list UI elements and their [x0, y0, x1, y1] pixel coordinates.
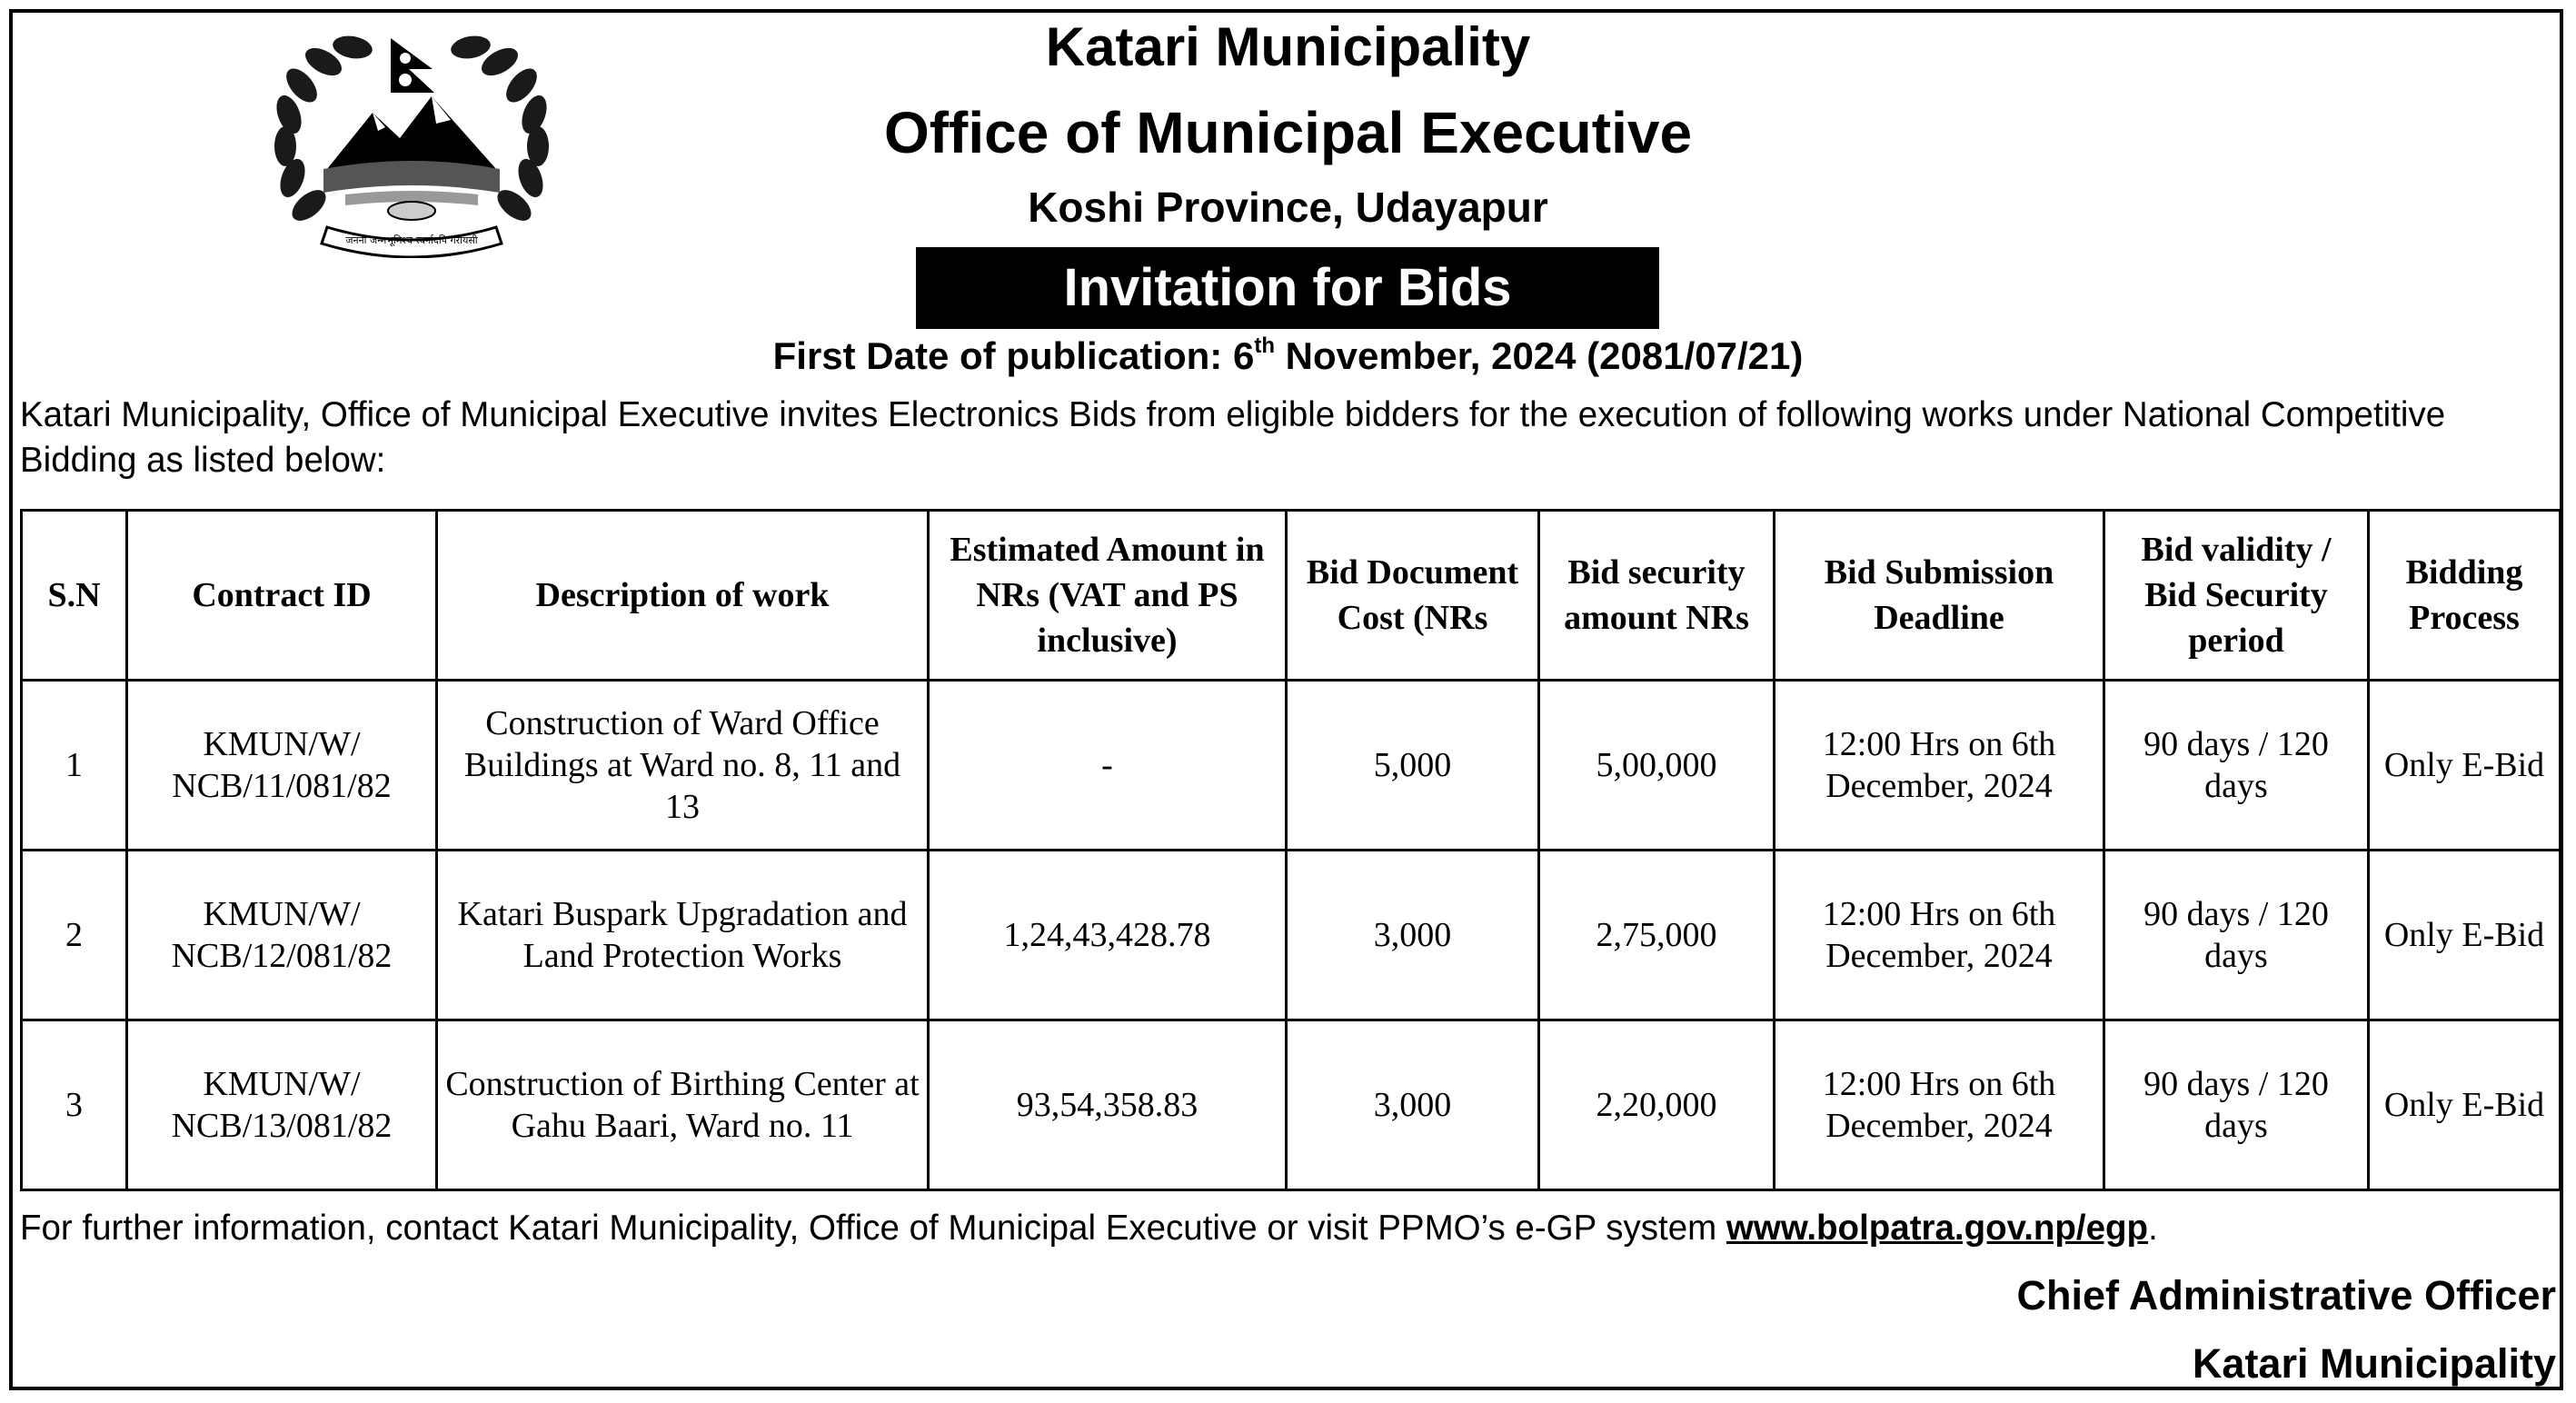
- cell-process: Only E-Bid: [2369, 681, 2561, 851]
- cell-estimated-amount: 1,24,43,428.78: [929, 851, 1287, 1020]
- cell-description: Construction of Ward Office Buildings at Ward no. 8, 11 and 13: [437, 681, 929, 851]
- table-row: [22, 681, 2561, 851]
- column-header: Bid security amount NRs: [1539, 511, 1775, 681]
- footer-info-text: For further information, contact Katari Municipality, Office of Municipal Executive or visit PPMO’s e-GP system: [20, 1209, 1726, 1248]
- cell-doc-cost: 3,000: [1287, 851, 1539, 1020]
- cell-security-amount: 2,75,000: [1539, 851, 1775, 1020]
- office-title: Office of Municipal Executive: [883, 100, 1693, 165]
- column-header: Description of work: [437, 511, 929, 681]
- cell-sn: 2: [22, 851, 127, 1020]
- cell-contract-id: KMUN/W/ NCB/12/081/82: [127, 851, 437, 1020]
- cell-sn: 1: [22, 681, 127, 851]
- organization-title: Katari Municipality: [1045, 16, 1531, 77]
- footer-link-suffix: .: [2148, 1209, 2158, 1248]
- table-header-row: [22, 511, 2561, 681]
- cell-process: Only E-Bid: [2369, 1020, 2561, 1190]
- cell-description: Katari Buspark Upgradation and Land Protection Works: [437, 851, 929, 1020]
- cell-deadline: 12:00 Hrs on 6th December, 2024: [1775, 681, 2104, 851]
- cell-validity: 90 days / 120 days: [2104, 851, 2369, 1020]
- signatory-organization: Katari Municipality: [2192, 1340, 2556, 1387]
- egp-link[interactable]: www.bolpatra.gov.np/egp: [1726, 1209, 2149, 1248]
- bids-table: [20, 509, 2561, 1191]
- column-header: Bid Document Cost (NRs: [1287, 511, 1539, 681]
- cell-validity: 90 days / 120 days: [2104, 1020, 2369, 1190]
- cell-doc-cost: 5,000: [1287, 681, 1539, 851]
- location-subtitle: Koshi Province, Udayapur: [1028, 184, 1548, 231]
- cell-process: Only E-Bid: [2369, 851, 2561, 1020]
- cell-deadline: 12:00 Hrs on 6th December, 2024: [1775, 851, 2104, 1020]
- cell-validity: 90 days / 120 days: [2104, 681, 2369, 851]
- column-header: Bid Submission Deadline: [1775, 511, 2104, 681]
- cell-deadline: 12:00 Hrs on 6th December, 2024: [1775, 1020, 2104, 1190]
- cell-security-amount: 5,00,000: [1539, 681, 1775, 851]
- intro-paragraph: Katari Municipality, Office of Municipal Executive invites Electronics Bids from eligible bidders for the execution of following works under National Competitive Bidding as listed below:: [20, 395, 2446, 480]
- publication-date-label: First Date of publication: 6: [772, 334, 1255, 377]
- table-row: [22, 851, 2561, 1020]
- cell-contract-id: KMUN/W/ NCB/13/081/82: [127, 1020, 437, 1190]
- emblem-motto: जननी जन्मभूमिश्च स्वर्गादपि गरीयसी: [345, 234, 478, 246]
- table-row: [22, 1020, 2561, 1190]
- footer-info: [20, 1205, 2564, 1252]
- cell-sn: 3: [22, 1020, 127, 1190]
- column-header: Contract ID: [127, 511, 437, 681]
- cell-description: Construction of Birthing Center at Gahu Baari, Ward no. 11: [437, 1020, 929, 1190]
- cell-doc-cost: 3,000: [1287, 1020, 1539, 1190]
- publication-date-rest: November, 2024 (2081/07/21): [1274, 334, 1804, 377]
- cell-contract-id: KMUN/W/ NCB/11/081/82: [127, 681, 437, 851]
- publication-date: [0, 333, 2576, 380]
- publication-date-ordinal: th: [1254, 333, 1275, 358]
- signatory-title: Chief Administrative Officer: [2016, 1272, 2556, 1318]
- column-header: Bidding Process: [2369, 511, 2561, 681]
- column-header: S.N: [22, 511, 127, 681]
- notice-title-banner: Invitation for Bids: [916, 247, 1659, 329]
- column-header: Estimated Amount in NRs (VAT and PS inclusive): [929, 511, 1287, 681]
- cell-security-amount: 2,20,000: [1539, 1020, 1775, 1190]
- cell-estimated-amount: -: [929, 681, 1287, 851]
- cell-estimated-amount: 93,54,358.83: [929, 1020, 1287, 1190]
- column-header: Bid validity / Bid Security period: [2104, 511, 2369, 681]
